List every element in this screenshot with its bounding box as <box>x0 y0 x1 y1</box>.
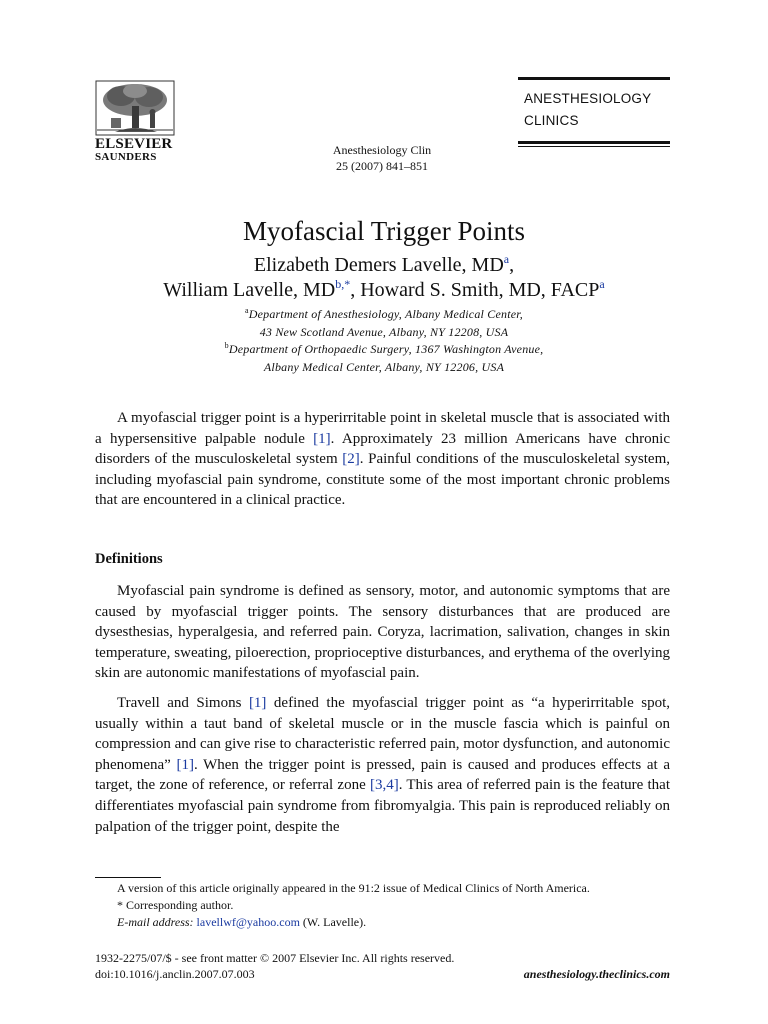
affiliation-line: 43 New Scotland Avenue, Albany, NY 12208, USA <box>259 324 509 339</box>
citation-link[interactable]: [3,4] <box>369 777 399 794</box>
email-owner: (W. Lavelle). <box>302 915 367 929</box>
journal-bottom-thin-rule <box>518 146 670 147</box>
issn-line: 1932-2275/07/$ - see front matter © 2007 Elsevier Inc. All rights reserved. <box>95 951 455 965</box>
article-title: Myofascial Trigger Points <box>242 216 525 246</box>
abstract-paragraph <box>95 408 670 511</box>
footnote-corresponding: * Corresponding author. <box>117 898 234 912</box>
journal-citation <box>282 142 482 174</box>
body-paragraph <box>95 693 670 837</box>
body-text: . Painful conditions of the musculoskeletal system, including myofascial pain syndrome, constitute some of the most important chronic problems that are encountered in a clinical practice. <box>95 451 670 509</box>
author-separator: , <box>509 254 515 276</box>
citation-volume: 25 (2007) 841–851 <box>336 159 428 173</box>
footnote-email <box>95 914 670 931</box>
publisher-logo <box>95 80 175 163</box>
journal-website[interactable]: anesthesiology.theclinics.com <box>523 967 670 981</box>
body-text: Travell and Simons <box>117 695 249 711</box>
author-separator: , <box>350 279 356 301</box>
body-text: . When the trigger point is pressed, pain is caused and produces effects at a target, the zone of reference, or referral zone <box>95 756 670 794</box>
author-affiliation-marker[interactable]: a <box>599 277 605 291</box>
email-label: E-mail address: <box>117 915 194 929</box>
footnote-version: A version of this article originally appeared in the 91:2 issue of Medical Clinics of North America. <box>117 881 590 895</box>
journal-name-line1: ANESTHESIOLOGY <box>524 91 652 106</box>
citation-journal: Anesthesiology Clin <box>332 143 432 157</box>
body-text: . This area of referred pain is the feature that differentiates myofascial pain syndrome from fibromyalgia. This pain is reproduced reliably on palpation of the trigger point, despite the <box>95 777 670 835</box>
author-name: William Lavelle, MD <box>163 279 336 301</box>
affiliation-marker: a <box>244 306 249 315</box>
affiliation-line: Albany Medical Center, Albany, NY 12206, USA <box>263 359 505 374</box>
email-link[interactable]: lavellwf@yahoo.com <box>196 915 300 929</box>
section-heading: Definitions <box>95 551 163 567</box>
author-name: Howard S. Smith, MD, FACP <box>360 279 600 301</box>
elsevier-tree-icon <box>95 80 175 136</box>
doi-line: doi:10.1016/j.anclin.2007.07.003 <box>95 967 255 981</box>
footnote-rule <box>95 877 161 878</box>
footnotes <box>95 880 670 931</box>
body-text: A myofascial trigger point is a hyperirritable point in skeletal muscle that is associated with a hypersensitive palpable nodule <box>95 410 670 447</box>
citation-link[interactable]: [1] <box>176 756 194 773</box>
citation-link[interactable]: [2] <box>342 451 360 468</box>
journal-name-line2: CLINICS <box>524 113 579 128</box>
author-affiliation-marker[interactable]: a <box>503 252 510 266</box>
affiliation-text: Department of Anesthesiology, Albany Medical Center, <box>248 307 523 321</box>
citation-link[interactable]: [1] <box>313 430 331 447</box>
citation-link[interactable]: [1] <box>248 695 267 711</box>
author-list <box>0 253 768 303</box>
author-line-2 <box>0 278 768 303</box>
body-paragraph: Myofascial pain syndrome is defined as sensory, motor, and autonomic symptoms that are caused by myofascial trigger points. The sensory disturbances that are produced are dysesthesias, hyperalgesia, and referred pain. Coryza, lacrimation, salivation, changes in skin temperature, sweating, piloerection, proprioceptive disturbances, and erythema of the overlying skin are autonomic manifestations of myofascial pain. <box>95 583 670 682</box>
author-name: Elizabeth Demers Lavelle, MD <box>253 254 504 276</box>
body-text: . Approximately 23 million Americans have chronic disorders of the musculoskeletal system <box>95 430 670 468</box>
journal-name-block <box>518 77 670 147</box>
publisher-imprint: SAUNDERS <box>95 151 157 163</box>
journal-name <box>518 80 670 141</box>
affiliations <box>0 306 768 376</box>
affiliation-marker: b <box>224 341 229 350</box>
affiliation-line <box>0 306 768 324</box>
author-line-1 <box>0 253 768 278</box>
copyright-block <box>95 950 454 982</box>
affiliation-text: Department of Orthopaedic Surgery, 1367 Washington Avenue, <box>228 342 544 356</box>
author-affiliation-marker[interactable]: b,* <box>335 277 351 291</box>
publisher-name: ELSEVIER <box>95 136 173 152</box>
affiliation-line <box>0 341 768 359</box>
body-text: defined the myofascial trigger point as “a hyperirritable spot, usually within a taut band of skeletal muscle or in the muscle fascia which is painful on compression and can give rise to characteristic referred pain, motor dysfunction, and autonomic phenomena” <box>95 695 671 773</box>
